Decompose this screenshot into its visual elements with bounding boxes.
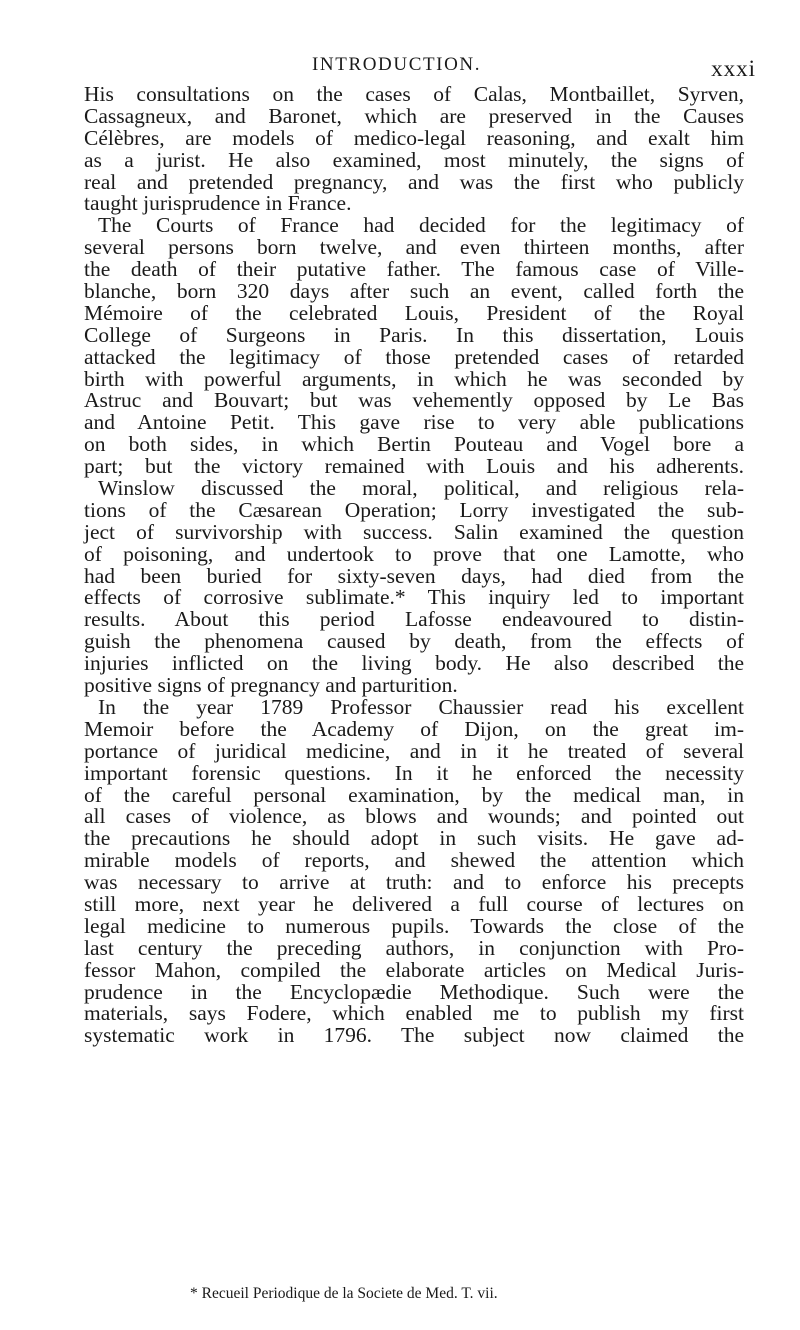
running-head (84, 54, 780, 84)
text-line: results. About this period Lafosse endeavoured to distin- (84, 607, 744, 632)
text-line: the death of their putative father. The famous case of Ville- (84, 257, 744, 282)
text-line: effects of corrosive sublimate.* This inquiry led to important (84, 585, 744, 610)
text-line: still more, next year he delivered a full course of lectures on (84, 891, 744, 916)
running-title: INTRODUCTION. (312, 54, 482, 75)
text-line: mirable models of reports, and shewed the attention which (84, 848, 744, 873)
text-line: and Antoine Petit. This gave rise to very able publications (84, 410, 744, 435)
text-line: tions of the Cæsarean Operation; Lorry investigated the sub- (84, 497, 744, 522)
text-line: had been buried for sixty-seven days, had died from the (84, 563, 744, 588)
text-line: last century the preceding authors, in conjunction with Pro- (84, 935, 744, 960)
text-line: The Courts of France had decided for the legitimacy of (98, 213, 744, 238)
text-line: fessor Mahon, compiled the elaborate articles on Medical Juris- (84, 957, 744, 982)
text-line: portance of juridical medicine, and in it he treated of several (84, 738, 744, 763)
text-line: Cassagneux, and Baronet, which are preserved in the Causes (84, 103, 744, 128)
text-line: Memoir before the Academy of Dijon, on the great im- (84, 716, 744, 741)
text-line: on both sides, in which Bertin Pouteau and Vogel bore a (84, 432, 744, 457)
text-line: blanche, born 320 days after such an event, called forth the (84, 279, 744, 304)
text-line: systematic work in 1796. The subject now claimed the (84, 1023, 744, 1048)
text-line: materials, says Fodere, which enabled me to publish my first (84, 1001, 744, 1026)
text-line: His consultations on the cases of Calas, Montbaillet, Syrven, (84, 82, 744, 106)
text-line: was necessary to arrive at truth: and to enforce his precepts (84, 870, 744, 895)
text-line: College of Surgeons in Paris. In this dissertation, Louis (84, 322, 744, 347)
text-line: ject of survivorship with success. Salin examined the question (84, 519, 744, 544)
page-number: xxxi (711, 56, 756, 81)
text-line: taught jurisprudence in France. (84, 191, 352, 216)
text-line: real and pretended pregnancy, and was the first who publicly (84, 169, 744, 194)
text-line: part; but the victory remained with Louis and his adherents. (84, 454, 744, 479)
text-line: birth with powerful arguments, in which he was seconded by (84, 366, 744, 391)
text-line: attacked the legitimacy of those pretended cases of retarded (84, 344, 744, 369)
text-line: legal medicine to numerous pupils. Towards the close of the (84, 913, 744, 938)
text-line: In the year 1789 Professor Chaussier read his excellent (98, 694, 744, 719)
text-line: the precautions he should adopt in such visits. He gave ad- (84, 826, 744, 851)
text-line: Mémoire of the celebrated Louis, President of the Royal (84, 300, 744, 325)
text-line: important forensic questions. In it he enforced the necessity (84, 760, 744, 785)
text-line: of poisoning, and undertook to prove that one Lamotte, who (84, 541, 744, 566)
footnote: * Recueil Periodique de la Societe de Med. T. vii. (190, 1285, 498, 1302)
text-line: prudence in the Encyclopædie Methodique. Such were the (84, 979, 744, 1004)
text-line: Winslow discussed the moral, political, and religious rela- (98, 476, 744, 501)
text-line: as a jurist. He also examined, most minutely, the signs of (84, 147, 744, 172)
text-line: positive signs of pregnancy and parturition. (84, 673, 458, 698)
text-line: injuries inflicted on the living body. He also described the (84, 651, 744, 676)
text-line: Célèbres, are models of medico-legal reasoning, and exalt him (84, 125, 744, 150)
text-line: Astruc and Bouvart; but was vehemently opposed by Le Bas (84, 388, 744, 413)
text-line: several persons born twelve, and even thirteen months, after (84, 235, 744, 260)
text-line: all cases of violence, as blows and wounds; and pointed out (84, 804, 744, 829)
text-line: guish the phenomena caused by death, from the effects of (84, 629, 744, 654)
text-line: of the careful personal examination, by the medical man, in (84, 782, 744, 807)
body-text (84, 84, 744, 1047)
